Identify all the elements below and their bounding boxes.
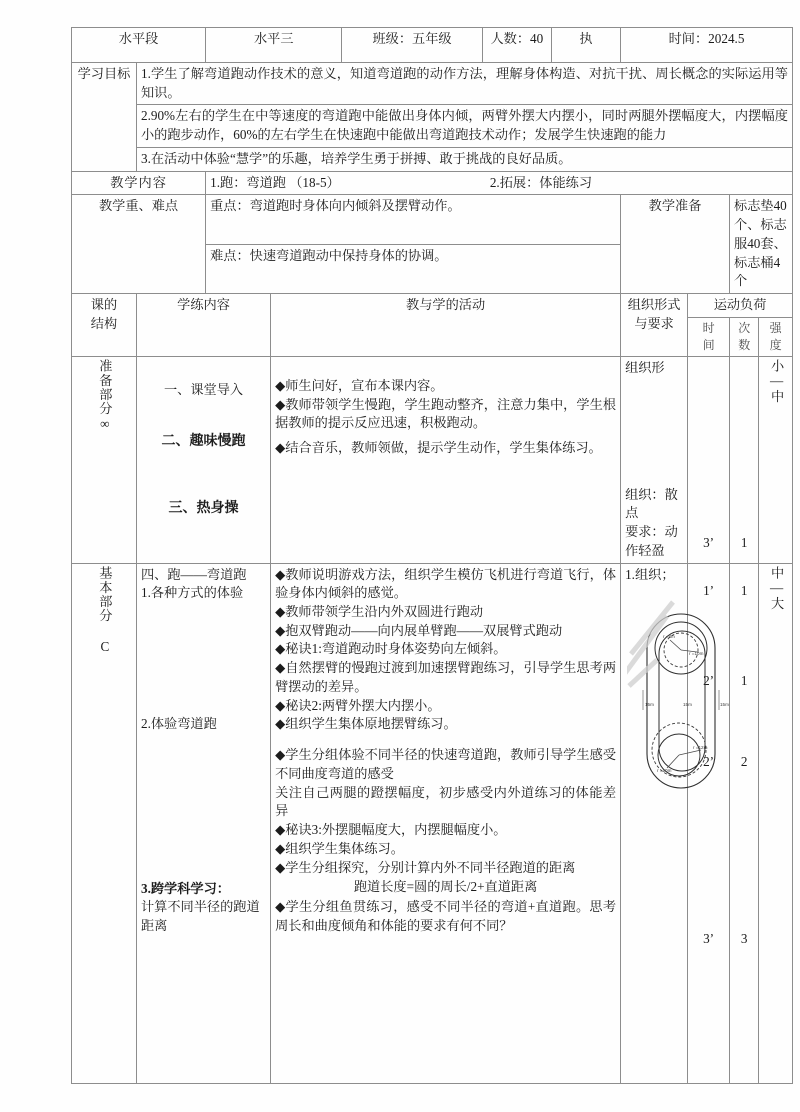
section-intensity: 小—中 xyxy=(759,356,793,563)
preparation-label: 教学准备 xyxy=(621,195,730,294)
learn-item: 2.体验弯道跑 xyxy=(140,716,217,732)
level-value: 水平三 xyxy=(206,28,342,63)
col-header-structure: 课的 结构 xyxy=(72,294,137,357)
col-header-activities: 教与学的活动 xyxy=(271,294,621,357)
learn-item: 四、跑——弯道跑 xyxy=(140,566,247,582)
time-value: 3’ xyxy=(703,930,715,946)
learn-item: 计算不同半径的跑道距离 xyxy=(140,899,260,934)
objective-item: 1.学生了解弯道跑动作技术的意义，知道弯道跑的动作方法，理解身体构造、对抗干扰、周长概念的实际运用等知识。 xyxy=(136,63,792,105)
objective-item: 3.在活动中体验“慧学”的乐趣，培养学生勇于拼搏、敢于挑战的良好品质。 xyxy=(136,147,792,171)
activity-item: ◆学生分组鱼贯练习，感受不同半径的弯道+直道跑。思考周长和曲度倾角和体能的要求有何不同？ xyxy=(275,899,617,933)
time-value: 2’ xyxy=(703,754,715,770)
learn-item: 1.各种方式的体验 xyxy=(140,585,244,601)
section-time: 3’ xyxy=(688,356,730,563)
student-count-field: 人数：40 xyxy=(482,28,551,63)
objective-row-1 xyxy=(72,63,793,105)
section-organization xyxy=(621,356,688,563)
reps-value: 1 xyxy=(740,673,748,689)
date-field: 时间：2024.5 xyxy=(621,28,793,63)
diagram-label-outer-radius-bottom: r =12m xyxy=(693,745,708,751)
teaching-content-label: 教学内容 xyxy=(72,171,206,195)
activity-item: ◆教师说明游戏方法，组织学生模仿飞机进行弯道飞行，体验身体内倾斜的感觉。 xyxy=(275,566,617,601)
activity-item: ◆秘诀1:弯道跑动时身体姿势向左倾斜。 xyxy=(275,641,507,657)
track-length-formula: 跑道长度=圆的周长/2+直道距离 xyxy=(353,879,538,895)
lesson-plan-table xyxy=(71,27,793,1084)
col-header-load: 运动负荷 xyxy=(688,294,793,318)
difficulty-text: 难点：快速弯道跑动中保持身体的协调。 xyxy=(206,244,621,293)
class-field: 班级：五年级 xyxy=(342,28,482,63)
diagram-label-inner-radius-bottom: r =10m xyxy=(657,768,672,774)
learn-item: 3.跨学科学习： xyxy=(140,880,230,896)
section-activities xyxy=(271,356,621,563)
organization-heading: 组织形 xyxy=(625,359,665,375)
learn-item: 三、热身操 xyxy=(168,501,239,517)
activity-item: ◆学生分组体验不同半径的快速弯道跑，教师引导学生感受不同曲度弯道的感受 xyxy=(275,747,617,781)
key-point-row xyxy=(72,195,793,244)
section-reps: 1 xyxy=(730,356,759,563)
activity-item: ◆结合音乐，教师领做，提示学生动作，学生集体练习。 xyxy=(275,440,602,456)
teaching-content-row xyxy=(72,171,793,195)
organization-item: 要求：动作轻盈 xyxy=(625,524,678,558)
section-learning-content xyxy=(136,563,270,1083)
section-learning-content xyxy=(136,356,270,563)
reps-value: 2 xyxy=(740,754,748,770)
header-info-row xyxy=(72,28,793,63)
section-organization xyxy=(621,563,729,1083)
activity-item: ◆教师带领学生慢跑，学生跑动整齐，注意力集中，学生根据教师的提示反应迅速，积极跑动。 xyxy=(275,396,617,431)
reps-value: 3 xyxy=(740,930,748,946)
col-header-time: 时 间 xyxy=(688,317,730,356)
organization-item: 组织：散点 xyxy=(625,486,678,521)
teaching-content-value xyxy=(206,171,793,195)
objectives-label: 学习目标 xyxy=(72,63,137,172)
reps-value: 1 xyxy=(740,582,748,598)
section-row-preparation xyxy=(72,356,793,563)
teacher-label: 执 xyxy=(551,28,620,63)
preparation-text: 标志垫40个、标志服40套、标志桶4个 xyxy=(730,195,793,294)
diagram-label-straight-mid: 15m xyxy=(683,702,692,708)
learn-item: 二、趣味慢跑 xyxy=(161,433,246,449)
activity-item: ◆教师带领学生沿内外双圆进行跑动 xyxy=(275,604,484,620)
teaching-content-item-1: 1.跑：弯道跑 （18-5） xyxy=(210,174,340,190)
objective-row-2 xyxy=(72,105,793,147)
section-activities xyxy=(271,563,621,1083)
col-header-intensity: 强 度 xyxy=(759,317,793,356)
section-structure-label: 准备部分∞ xyxy=(72,356,137,563)
activity-item: ◆秘诀2:两臂外摆大内摆小。 xyxy=(275,697,441,713)
learn-item: 一、课堂导入 xyxy=(163,381,244,397)
organization-heading: 1.组织； xyxy=(625,566,675,582)
activity-item: ◆组织学生集体练习。 xyxy=(275,840,404,856)
diagram-label-straight-right: 15m xyxy=(720,702,729,708)
col-header-reps: 次 数 xyxy=(730,317,759,356)
activity-item: ◆学生分组探究，分别计算内外不同半径跑道的距离 xyxy=(275,859,576,875)
diagram-label-outer-radius-top: r =10m xyxy=(689,651,704,657)
key-point-text: 重点：弯道跑时身体向内倾斜及摆臂动作。 xyxy=(206,195,621,244)
activity-item: ◆自然摆臂的慢跑过渡到加速摆臂跑练习，引导学生思考两臂摆动的差异。 xyxy=(275,660,617,694)
teaching-content-item-2: 2.拓展：体能练习 xyxy=(489,174,593,190)
main-header-row-1 xyxy=(72,294,793,318)
level-label: 水平段 xyxy=(72,28,206,63)
time-value: 2’ xyxy=(703,673,715,689)
col-header-organization: 组织形式与要求 xyxy=(621,294,688,357)
section-structure-label: 基本部分 C xyxy=(72,563,137,1083)
activity-item: ◆秘诀3:外摆腿幅度大，内摆腿幅度小。 xyxy=(275,822,507,838)
section-row-main xyxy=(72,563,793,1083)
time-value: 1’ xyxy=(703,582,715,598)
section-intensity: 中—大 xyxy=(759,563,793,1083)
diagram-label-straight-left: 15m xyxy=(645,702,654,708)
key-difficulty-label: 教学重、难点 xyxy=(72,195,206,294)
objective-item: 2.90%左右的学生在中等速度的弯道跑中能做出身体内倾，两臂外摆大内摆小，同时两腿外摆幅度大，内摆幅度小的跑步动作，60%的左右学生在快速跑中能做出弯道跑技术动作；发展学生快速跑的能力 xyxy=(136,105,792,147)
col-header-learning-content: 学练内容 xyxy=(136,294,270,357)
diagram-label-inner-radius-top: r =8m xyxy=(663,634,675,640)
objective-row-3 xyxy=(72,147,793,171)
activity-item: 关注自己两腿的蹬摆幅度，初步感受内外道练习的体能差异 xyxy=(275,784,617,819)
running-track-diagram xyxy=(627,590,735,812)
activity-item: ◆师生问好，宣布本课内容。 xyxy=(275,377,444,393)
activity-item: ◆抱双臂跑动——向内展单臂跑——双展臂式跑动 xyxy=(275,622,563,638)
activity-item: ◆组织学生集体原地摆臂练习。 xyxy=(275,716,457,732)
